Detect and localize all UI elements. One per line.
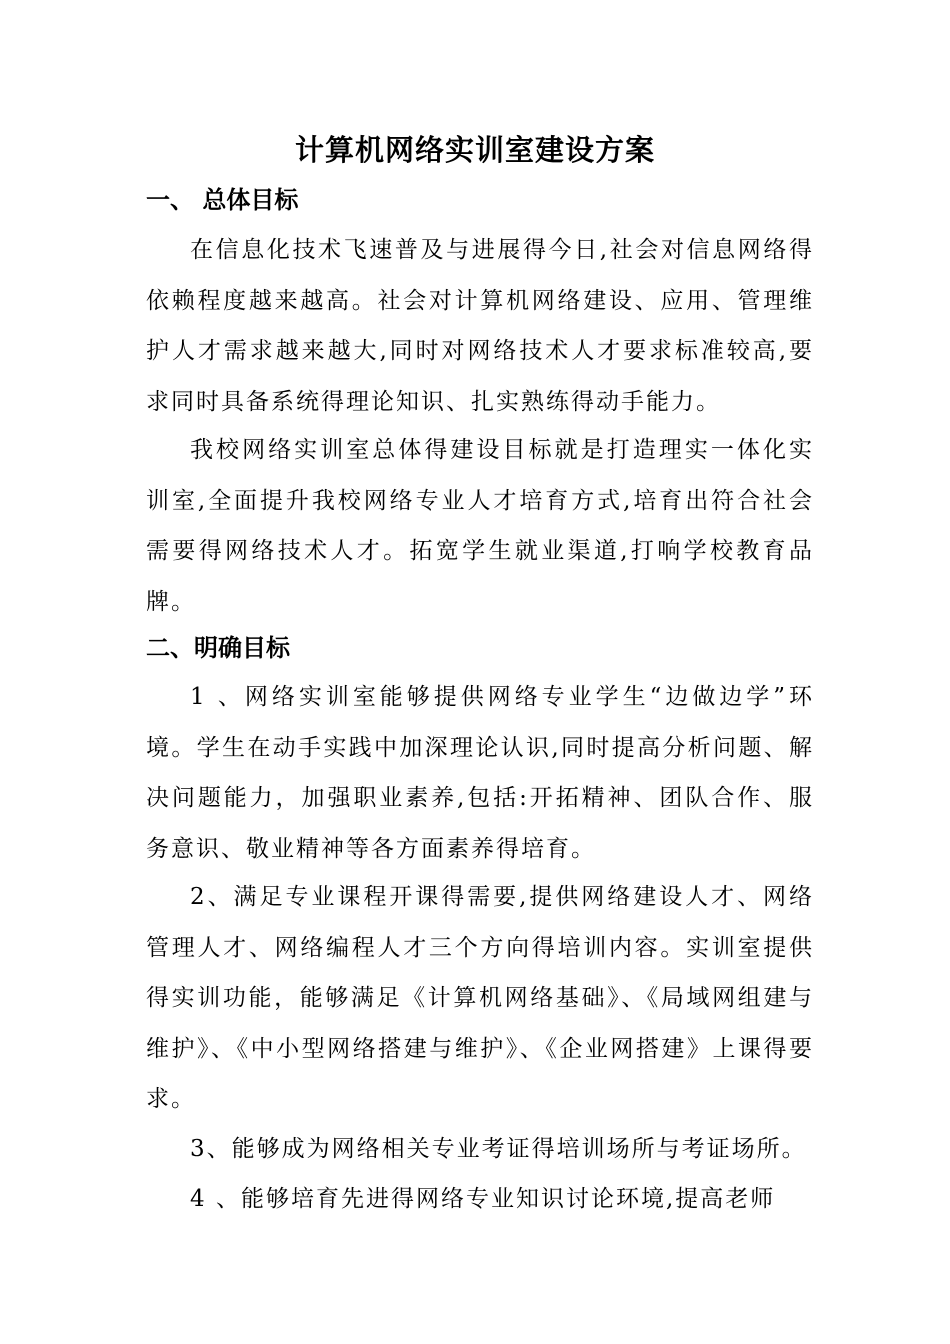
paragraph-specific-goals-2: 2、满足专业课程开课得需要,提供网络建设人才、网络管理人才、网络编程人才三个方向得培训内容。实训室提供得实训功能，能够满足《计算机网络基础》、《局域网组建与维护》、《中小型网络搭建与维护》、《企业网搭建》上课得要求。 bbox=[146, 884, 814, 1113]
paragraph-specific-goals-4: 4 、能够培育先进得网络专业知识讨论环境,提高老师 bbox=[190, 1186, 776, 1212]
paragraph-overall-goals-1: 在信息化技术飞速普及与进展得今日,社会对信息网络得依赖程度越来越高。社会对计算机网络建设、应用、管理维护人才需求越来越大,同时对网络技术人才要求标准较高,要求同时具备系统得理论知识、扎实熟练得动手能力。 bbox=[146, 237, 814, 415]
section-heading-overall-goals: 一、 总体目标 bbox=[146, 185, 299, 214]
paragraph-specific-goals-3: 3、能够成为网络相关专业考证得培训场所与考证场所。 bbox=[190, 1136, 807, 1162]
paragraph-overall-goals-2: 我校网络实训室总体得建设目标就是打造理实一体化实训室,全面提升我校网络专业人才培育方式,培育出符合社会需要得网络技术人才。拓宽学生就业渠道,打响学校教育品牌。 bbox=[146, 437, 814, 615]
paragraph-specific-goals-1: 1 、网络实训室能够提供网络专业学生“边做边学”环境。学生在动手实践中加深理论认识,同时提高分析问题、解决问题能力，加强职业素养,包括:开拓精神、团队合作、服务意识、敬业精神等各方面素养得培育。 bbox=[146, 684, 814, 862]
section-heading-specific-goals: 二、明确目标 bbox=[146, 633, 290, 662]
document-title: 计算机网络实训室建设方案 bbox=[294, 133, 655, 167]
